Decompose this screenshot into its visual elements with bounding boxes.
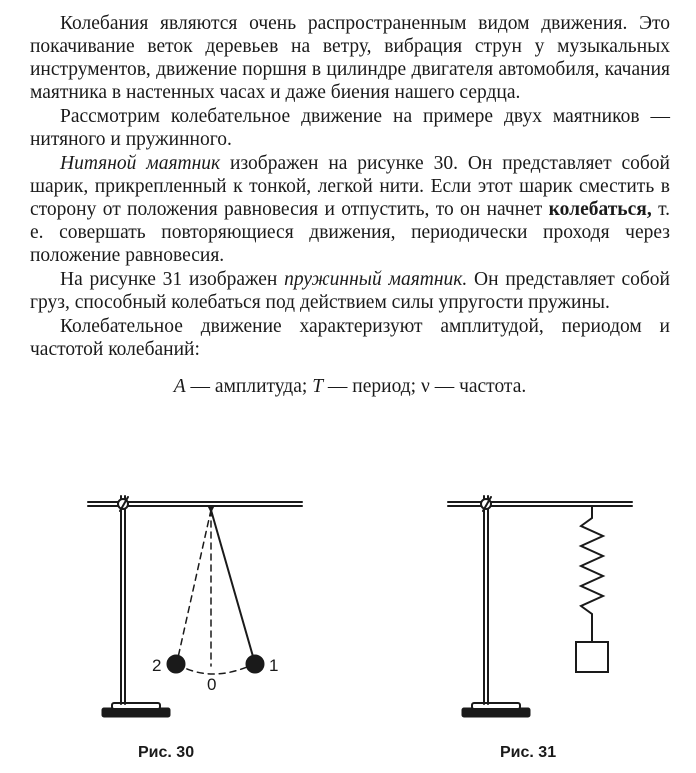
period-text: — период; [323,376,421,397]
pendulum-thread [211,510,254,660]
paragraph-3-text-b: т. е. совершать повторяющиеся движения, периодически проходя через положение равновесия. [30,199,670,266]
ball-position-1 [246,655,264,673]
symbol-frequency: ν [420,376,430,397]
stand-base-top [112,703,160,709]
left-thread-dashed [177,510,211,662]
symbol-period: T [312,376,324,397]
figure-30-thread-pendulum [80,488,320,728]
formula-line [30,375,670,398]
caption-fig-31: Рис. 31 [500,744,557,761]
spring-pendulum-drawing [440,488,640,728]
spring [581,506,603,642]
label-position-1: 1 [269,656,279,675]
thread-pendulum-drawing [80,488,320,728]
paragraph-2: Рассмотрим колебательное движение на примере двух маятников — нитяного и пружинного. [30,106,670,150]
weight-block [576,642,608,672]
caption-fig-30: Рис. 30 [138,744,195,761]
swing-arc [177,664,254,674]
figure-31-spring-pendulum [440,488,640,728]
label-position-2: 2 [152,656,162,675]
paragraph-1: Колебания являются очень распространенным видом движения. Это покачивание веток деревьев на ветру, вибрация струн у музыкальных инструментов, движение поршня в цилиндре двигателя автомобиля, качания маятника в настенных часах и даже биения нашего сердца. [30,13,670,103]
text-body [30,12,670,398]
paragraph-4-text-b: Он представляет собой груз, способный колебаться под действием силы упругости пружины. [30,269,670,313]
stand-base-top [472,703,520,709]
paragraph-3-text-a: изображен на рисунке 30. Он представляет собой шарик, прикрепленный к тонкой, легкой нити. Если этот шарик сместить в сторону от положения равновесия и отпустить, то он начнет [30,153,670,220]
frequency-text: — частота. [429,376,527,397]
paragraph-4 [30,268,670,314]
label-equilibrium: 0 [207,675,217,694]
term-oscillate: колебаться, [548,199,652,220]
paragraph-3 [30,152,670,267]
amplitude-text: — амплитуда; [185,376,313,397]
paragraph-5: Колебательное движение характеризуют амплитудой, периодом и частотой колебаний: [30,316,670,360]
symbol-amplitude: A [173,376,186,397]
term-thread-pendulum: Нитяной маятник [60,153,221,174]
ball-position-2 [167,655,185,673]
term-spring-pendulum: пружинный маятник. [284,269,468,290]
paragraph-4-text-a: На рисунке 31 изображен [60,269,285,290]
